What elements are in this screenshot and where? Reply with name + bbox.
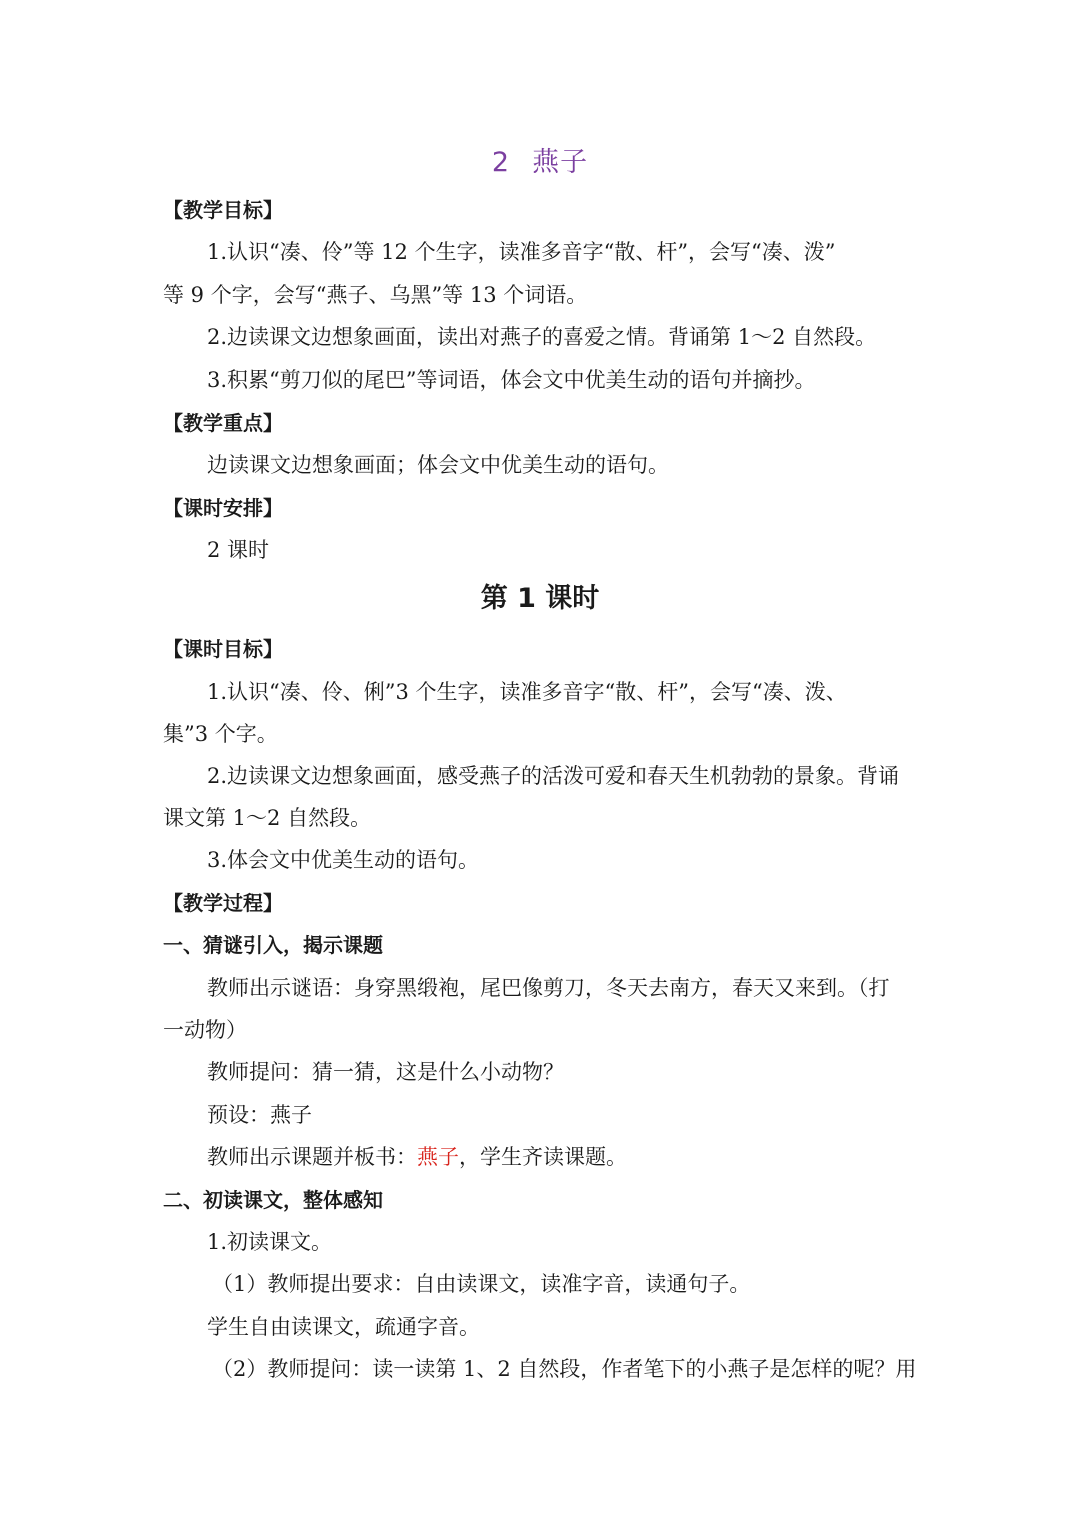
board-text-after: ，学生齐读课题。 (459, 1145, 627, 1169)
preset-answer: 预设：燕子 (207, 1103, 312, 1127)
process-heading: 【教学过程】 (163, 891, 283, 915)
board-writing-line (207, 1142, 923, 1172)
lesson-1-title: 第 1 课时 (480, 583, 600, 614)
teaching-goal-2: 2.边读课文边想象画面，读出对燕子的喜爱之情。背诵第 1～2 自然段。 (207, 325, 877, 349)
teacher-question: 教师提问：猜一猜，这是什么小动物？ (207, 1060, 564, 1084)
lesson-goals-heading: 【课时目标】 (163, 637, 283, 661)
step-1-sub-1: （1）教师提出要求：自由读课文，读准字音，读通句子。 (212, 1272, 751, 1296)
lesson-number: 2 (491, 147, 511, 178)
board-title-highlight: 燕子 (417, 1145, 459, 1169)
schedule-text: 2 课时 (207, 538, 270, 562)
board-text-before: 教师出示课题并板书： (207, 1145, 417, 1169)
lesson-goal-2-line-2: 课文第 1～2 自然段。 (163, 806, 372, 830)
teaching-goal-1-line-2: 等 9 个字，会写“燕子、乌黑”等 13 个词语。 (163, 283, 588, 307)
lesson-goal-2-line-1: 2.边读课文边想象画面，感受燕子的活泼可爱和春天生机勃勃的景象。背诵 (207, 764, 900, 788)
step-1: 1.初读课文。 (207, 1230, 333, 1254)
key-points-text: 边读课文边想象画面；体会文中优美生动的语句。 (207, 453, 669, 477)
lesson-goal-1-line-1: 1.认识“凑、伶、俐”3 个生字，读准多音字“散、杆”，会写“凑、泼、 (207, 680, 847, 704)
part-1-heading: 一、猜谜引入，揭示课题 (163, 933, 383, 957)
schedule-heading: 【课时安排】 (163, 496, 283, 520)
lesson-goal-3: 3.体会文中优美生动的语句。 (207, 848, 480, 872)
key-points-heading: 【教学重点】 (163, 411, 283, 435)
riddle-line-2: 一动物） (163, 1018, 247, 1042)
lesson-title (0, 140, 1080, 179)
teaching-goal-3: 3.积累“剪刀似的尾巴”等词语，体会文中优美生动的语句并摘抄。 (207, 368, 816, 392)
riddle-line-1: 教师出示谜语：身穿黑缎袍，尾巴像剪刀，冬天去南方，春天又来到。（打 (207, 976, 890, 1000)
part-2-heading: 二、初读课文，整体感知 (163, 1188, 383, 1212)
step-1-sub-2: （2）教师提问：读一读第 1、2 自然段，作者笔下的小燕子是怎样的呢？用 (212, 1357, 917, 1381)
teaching-goals-heading: 【教学目标】 (163, 198, 283, 222)
step-1-sub-1-result: 学生自由读课文，疏通字音。 (207, 1315, 480, 1339)
lesson-name: 燕子 (532, 147, 589, 178)
teaching-goal-1-line-1: 1.认识“凑、伶”等 12 个生字，读准多音字“散、杆”，会写“凑、泼” (207, 240, 836, 264)
lesson-goal-1-line-2: 集”3 个字。 (163, 722, 278, 746)
